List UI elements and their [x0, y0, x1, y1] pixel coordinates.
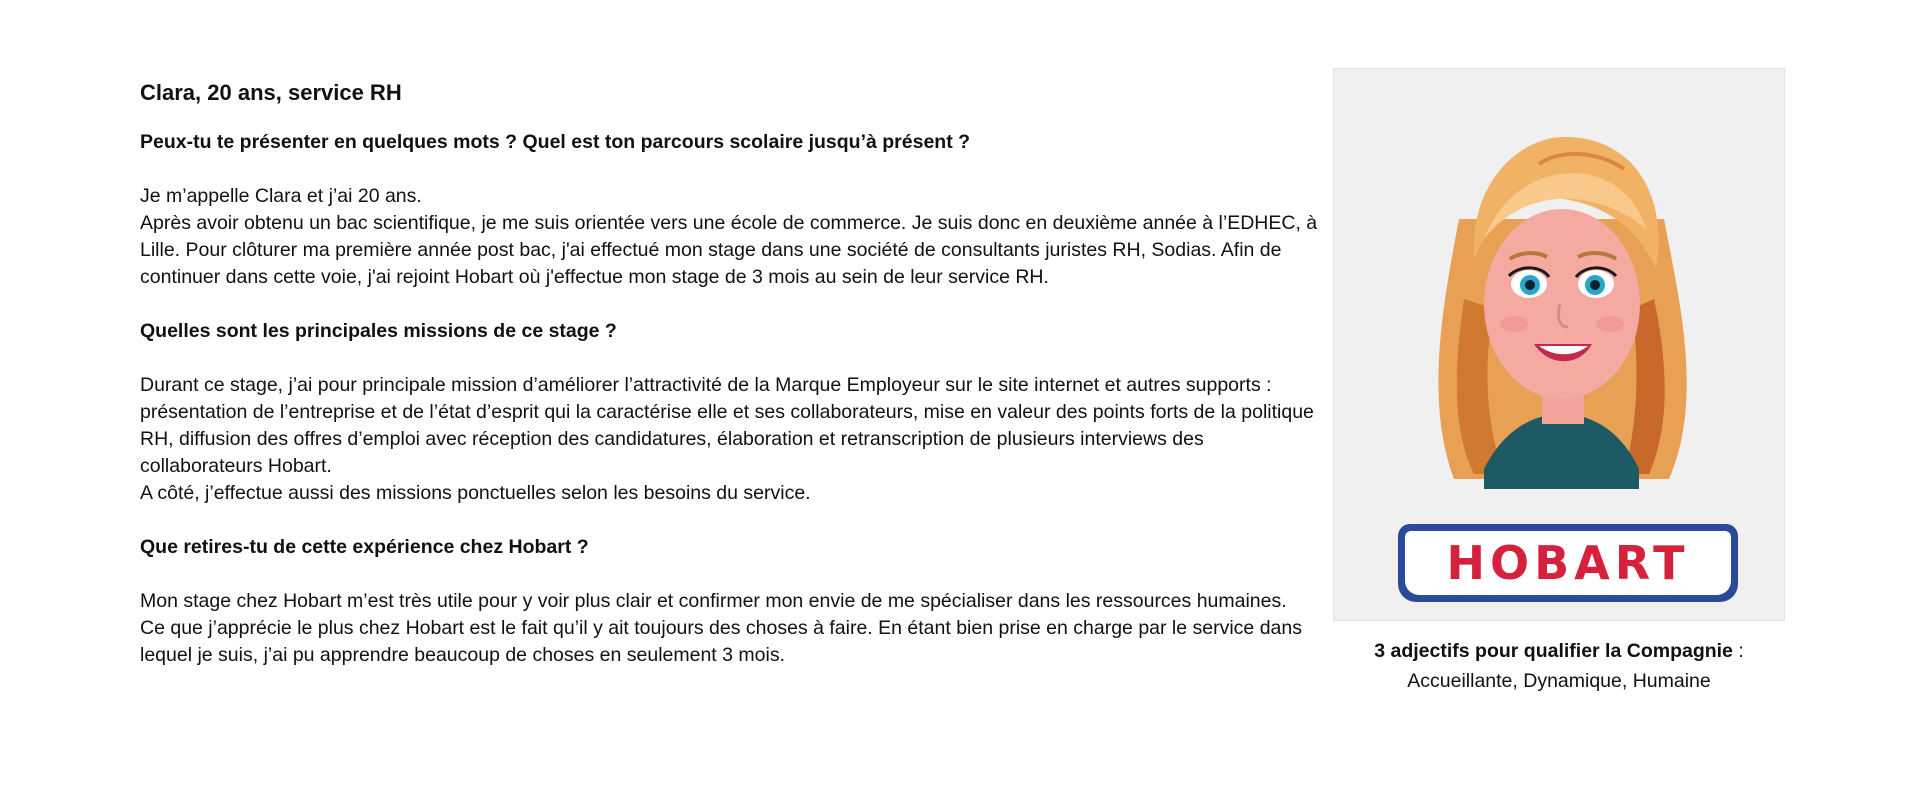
profile-photo	[1333, 68, 1785, 621]
answer-1-paragraph: Je m’appelle Clara et j’ai 20 ans.	[140, 185, 422, 207]
answer-2-paragraph: A côté, j’effectue aussi des missions ponctuelles selon les besoins du service.	[140, 482, 811, 504]
hobart-logo	[1398, 524, 1738, 602]
answer-2-paragraph: Durant ce stage, j’ai pour principale mission d’améliorer l’attractivité de la Marque Employeur sur le site internet et autres supports : présentation de l’entreprise et de l’état d’esprit qui la caractérise elle et ses collaborateurs, mise en valeur des points forts de la politique RH, diffusion des offres d’emploi avec réception des candidatures, élaboration et retranscription de plusieurs interviews des collaborateurs Hobart.	[140, 374, 1314, 477]
profile-card	[1333, 68, 1788, 696]
answer-3-paragraph: Ce que j’apprécie le plus chez Hobart est le fait qu’il y ait toujours des choses à faire. En étant bien prise en charge par le service dans lequel je suis, j’ai pu apprendre beaucoup de choses en seulement 3 mois.	[140, 617, 1302, 666]
answer-2	[140, 372, 1325, 507]
question-3: Que retires-tu de cette expérience chez Hobart ?	[140, 536, 589, 558]
adjectives-label-text: 3 adjectifs pour qualifier la Compagnie	[1374, 640, 1733, 662]
page-title: Clara, 20 ans, service RH	[140, 80, 402, 105]
hobart-logo-text: HOBART	[1405, 531, 1731, 595]
answer-1	[140, 183, 1325, 291]
interview-text	[140, 78, 1325, 696]
adjectives-label	[1333, 636, 1785, 666]
adjectives-values: Accueillante, Dynamique, Humaine	[1407, 670, 1711, 692]
answer-3	[140, 588, 1325, 669]
adjectives-label-colon: :	[1732, 640, 1744, 662]
question-2: Quelles sont les principales missions de ce stage ?	[140, 320, 617, 342]
company-adjectives	[1333, 636, 1785, 696]
answer-1-paragraph: Après avoir obtenu un bac scientifique, je me suis orientée vers une école de commerce. Je suis donc en deuxième année à l’EDHEC, à Lille. Pour clôturer ma première année post bac, j'ai effectué mon stage dans une société de consultants juristes RH, Sodias. Afin de continuer dans cette voie, j'ai rejoint Hobart où j'effectue mon stage de 3 mois au sein de leur service RH.	[140, 212, 1318, 288]
cartoon-woman-portrait-icon	[1334, 69, 1786, 519]
answer-3-paragraph: Mon stage chez Hobart m’est très utile pour y voir plus clair et confirmer mon envie de me spécialiser dans les ressources humaines.	[140, 590, 1287, 612]
question-1: Peux-tu te présenter en quelques mots ? Quel est ton parcours scolaire jusqu’à présent ?	[140, 131, 971, 153]
